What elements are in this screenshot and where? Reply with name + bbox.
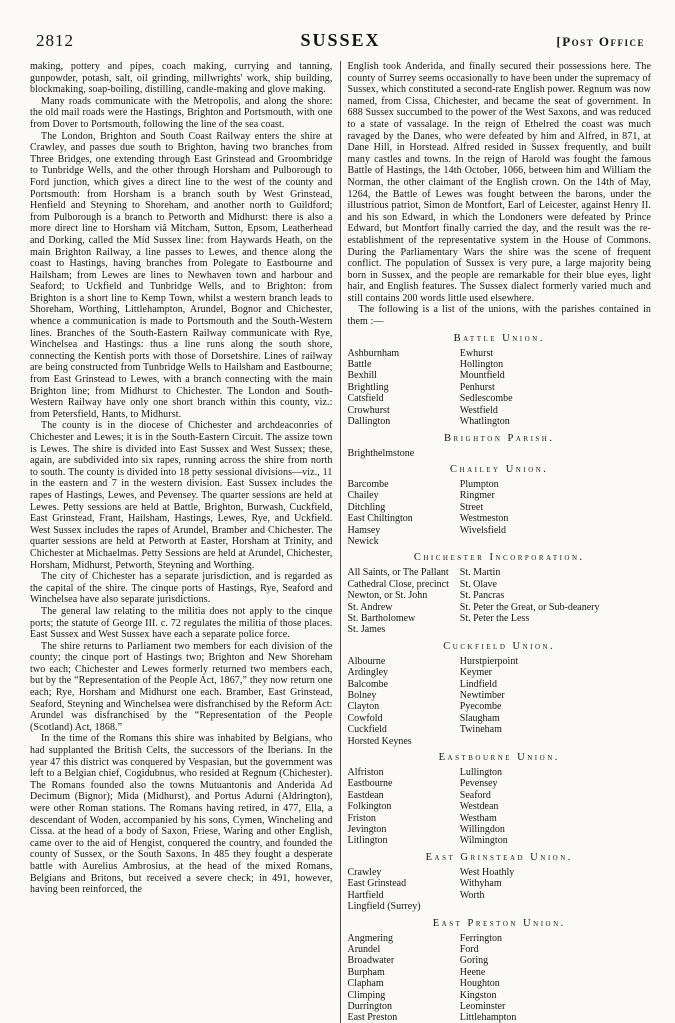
parish-name: St. Peter the Great, or Sub-deanery <box>459 601 600 613</box>
parish-name: Friston <box>347 812 376 824</box>
parish-name: Penhurst <box>459 381 495 393</box>
page-header <box>36 30 645 51</box>
union-sub-column <box>460 767 651 847</box>
paragraph: making, pottery and pipes, coach making, currying and tanning, gunpowder, potash, salt, oil grinding, millwrights' work, ship building, blockmaking, soap-boiling, distilling, candle-making and glove making. <box>30 61 333 96</box>
parish-name: Dallington <box>347 416 391 428</box>
parish-name: Hartfield <box>347 889 384 901</box>
parish-name: St. James <box>347 624 386 636</box>
parish-name: Bolney <box>347 690 377 701</box>
parish-name: Ditchling <box>347 501 386 513</box>
parish-name: Seaford <box>459 789 491 801</box>
parish-name: Ferrington <box>459 932 502 944</box>
parish-name: Crowhurst <box>347 404 390 416</box>
paragraph: In the time of the Romans this shire was inhabited by Belgians, who had supplanted the British Celts, the successors of the Iberians. In the year 47 this district was conquered by Vespasian, but the government was left to a Belgian chief, Cogidubnus, who resided at Regnum (Chichester). The Romans founded also the towns Mutuantonis and Anderida Ad Decimum (Bignor); Mida (Midhurst), and Portus Adurni (Aldrington), were other Roman stations. The Romans having retired, in 477, Ella, a descendant of Woden, accompanied by his sons, Cymen, Wincheling and Cissa. at the head of a body of Saxon, Friese, Waring and other English, came over to the aid of Hengist, conquered the country, and founded the county of Sussex, or the South Saxons. In 485 they fought a desperate battle with Aurelius Ambrosius, at the head of the mixed Romans, Belgians and Britons, but received a severe check; in 491, however, having been reinforced, the <box>30 733 333 896</box>
parish-name: Twineham <box>459 724 502 736</box>
union-heading: Cuckfield Union. <box>443 640 556 652</box>
parish-name: Mountfield <box>459 370 505 382</box>
parish-name: Ardingley <box>347 667 389 679</box>
paragraph: The general law relating to the militia does not apply to the cinque ports; the statute of George III. c. 72 regulates the militia of those places. East Sussex and West Sussex have each a separate police force. <box>30 605 333 641</box>
parish-name: Kingston <box>459 989 497 1001</box>
paragraph: The following is a list of the unions, with the parishes contained in them :— <box>347 304 651 328</box>
parish-name: St. Andrew <box>347 601 393 613</box>
parish-name: Catsfield <box>347 393 384 405</box>
parish-name: Street <box>459 501 484 513</box>
union-heading: Chichester Incorporation. <box>413 552 585 564</box>
union-sub-column <box>348 933 460 1023</box>
paragraph: Many roads communicate with the Metropolis, and along the shore: the old mail roads were the Hastings, Brighton and Portsmouth, with one from Dover to Portsmouth, following the line of the sea coast. <box>30 95 333 130</box>
parish-name: Lullington <box>459 767 503 779</box>
union-heading: East Preston Union. <box>432 917 566 929</box>
parish-name: Keymer <box>459 667 492 679</box>
parish-name: Whatlington <box>459 416 510 428</box>
union-sub-column <box>460 348 651 428</box>
parish-name: Barcombe <box>347 478 389 490</box>
parish-name: Ringmer <box>459 490 495 502</box>
parish-name: All Saints, or The Pallant <box>347 567 449 579</box>
parish-name: Burpham <box>347 966 385 978</box>
union-sub-column <box>348 656 460 747</box>
parish-name: Hurstpierpoint <box>459 655 519 667</box>
union-parish-list <box>348 479 652 547</box>
parish-name: Withyham <box>459 878 502 890</box>
parish-name: Sedlescombe <box>459 393 513 405</box>
parish-name: Brighthelmstone <box>347 447 415 459</box>
parish-name: Littlehampton <box>459 1012 517 1023</box>
parish-name: Houghton <box>459 978 500 990</box>
parish-name: Hamsey <box>347 524 381 536</box>
parish-name: Cathedral Close, precinct <box>347 578 449 590</box>
parish-name: Cowfold <box>347 712 383 724</box>
parish-name: Westmeston <box>459 513 509 525</box>
union-parish-list <box>348 567 652 635</box>
union-sub-column <box>348 448 460 459</box>
union-heading: Chailey Union. <box>450 463 549 475</box>
parish-name: St. Peter the Less <box>459 612 530 624</box>
parish-name: Clapham <box>347 978 384 990</box>
parish-name: Crawley <box>347 866 382 878</box>
union-sub-column <box>348 867 460 913</box>
union-heading: Brighton Parish. <box>444 432 555 444</box>
parish-name: Pyecombe <box>459 701 502 713</box>
parish-name: Eastdean <box>347 789 384 801</box>
union-sub-column <box>348 767 460 847</box>
parish-name: Ewhurst <box>459 347 494 359</box>
parish-name: East Preston <box>347 1012 398 1023</box>
parish-name: Hollington <box>459 359 504 371</box>
parish-name: Bexhill <box>347 370 377 382</box>
parish-name: Wilmington <box>459 835 508 847</box>
union-sub-column <box>460 656 651 736</box>
paragraph: The city of Chichester has a separate jurisdiction, and is regarded as the capital of the shire. The cinque ports of Hastings, Rye, Seaford and Winchelsea have also separate jurisdictions. <box>30 571 333 606</box>
parish-name: Lindfield <box>459 678 497 690</box>
parish-name: Westham <box>459 812 497 824</box>
parish-name: Durrington <box>347 1000 392 1012</box>
parish-name: Wivelsfield <box>459 524 507 536</box>
page-number: 2812 <box>36 31 74 50</box>
parish-name: Angmering <box>347 932 394 944</box>
union-sub-column <box>460 567 651 624</box>
unions-list-section <box>348 333 652 1023</box>
union-sub-column <box>348 479 460 547</box>
parish-name: St. Olave <box>459 578 497 590</box>
union-heading: Battle Union. <box>453 332 545 344</box>
parish-name: Pevensey <box>459 778 498 790</box>
parish-name: Heene <box>459 966 486 978</box>
parish-name: Newick <box>347 535 379 547</box>
parish-name: Plumpton <box>459 478 499 490</box>
union-heading: East Grinstead Union. <box>425 851 573 863</box>
union-parish-list <box>348 767 652 847</box>
union-parish-list <box>348 933 652 1023</box>
parish-name: Westfield <box>459 404 498 416</box>
parish-name: East Grinstead <box>347 878 407 890</box>
two-column-text-block <box>30 61 651 1023</box>
union-sub-column <box>348 567 460 635</box>
parish-name: Willingdon <box>459 824 505 836</box>
parish-name: Lingfield (Surrey) <box>347 901 421 913</box>
union-sub-column <box>460 933 651 1023</box>
paragraph: The London, Brighton and South Coast Railway enters the shire at Crawley, and passes due south to Brighton, having two branches from Three Bridges, one extending through East Grinstead and Groombridge to Tunbridge Wells, and the other through Horsham and Pulborough to Ford junction, which gives a direct line to the west of the county and Portsmouth: from Horsham is a branch south by West Grinstead, Henfield and Steyning to Shoreham, and another north to Guildford; from Pulborough is a branch to Petworth and Midhurst: there is also a more direct line to Horsham viâ Mitcham, Sutton, Epsom, Leatherhead and Dorking, called the Mid Sussex line: from Haywards Heath, on the main Brighton Railway, a line passes to Lewes, and thence along the coast to Hastings, having branches from Polegate to Eastbourne and Hailsham; from Lewes are lines to Newhaven town and harbour and Seaford; to Uckfield and Tunbridge Wells, and to Brighton: from Brighton is a short line to Kemp Town, whilst a western branch leads to Shoreham, Worthing, Littlehampton, Arundel, Bognor and Chichester, whence a communication is made to Portsmouth and the South-Western lines. Branches of the South-Eastern Railway communicate with Rye, Winchelsea and Hastings: thus a line runs along the south shore, connecting the Kentish ports with those of Dorsetshire. Lines of railway are being constructed from Tunbridge Wells to Hailsham and Eastbourne; from East Grinstead to Lewes, with a branch connecting with the main Brighton line; from Midhurst to Chichester. The London and South-Western Railway have only one short branch within this county, viz.: from Petersfield, Hants, to Midhurst. <box>30 130 333 420</box>
union-parish-list <box>348 867 652 913</box>
union-parish-list <box>348 348 652 428</box>
parish-name: St. Martin <box>459 567 501 579</box>
parish-name: Westdean <box>459 801 499 813</box>
parish-name: Ford <box>459 943 479 955</box>
header-corner-label: [Post Office <box>556 34 646 49</box>
parish-name: Goring <box>459 955 489 967</box>
parish-name: Worth <box>459 889 485 901</box>
parish-name: Newtimber <box>459 690 505 701</box>
parish-name: Clayton <box>347 701 380 713</box>
union-parish-list <box>348 448 652 459</box>
union-parish-list <box>348 656 652 747</box>
parish-name: Jevington <box>347 824 387 836</box>
parish-name: Climping <box>347 989 386 1001</box>
parish-name: Folkington <box>347 801 392 813</box>
parish-name: Litlington <box>347 835 388 847</box>
parish-name: Leominster <box>459 1000 506 1012</box>
paragraph: The county is in the diocese of Chichester and archdeaconries of Chichester and Lewes; it is in the South-Eastern Circuit. The assize town is Lewes. The shire is divided into East Sussex and West Sussex; these, again, are subdivided into six rapes, running across the shire from north to south. The county is divided into 18 petty sessional divisions—viz., 11 in the eastern and 7 in the western division. East Sussex includes the rapes of Hastings, Lewes, and Pevensey. The quarter sessions are held at Lewes. Petty sessions are held at Battle, Brighton, Burwash, Cuckfield, East Grinstead, Frant, Hailsham, Hastings, Lewes, Rye, and Uckfield. West Sussex includes the rapes of Arundel, Bramber and Chichester. The quarter sessions are held at Petworth at Easter, Horsham at Trinity, and Chichester at Michaelmas. Petty Sessions are held at Arundel, Chichester, Horsham, Midhurst, Petworth, Steyning and Worthing. <box>30 420 333 571</box>
parish-name: Newton, or St. John <box>347 590 428 602</box>
right-column-paragraphs <box>348 61 652 328</box>
parish-name: Eastbourne <box>347 778 393 790</box>
parish-name: Brightling <box>347 381 389 393</box>
parish-name: Balcombe <box>347 678 389 690</box>
page-title: SUSSEX <box>300 30 381 50</box>
parish-name: East Chiltington <box>347 513 413 525</box>
parish-name: St. Bartholomew <box>347 612 416 624</box>
union-sub-column <box>348 348 460 428</box>
parish-name: St. Pancras <box>459 590 505 602</box>
parish-name: Slaugham <box>459 712 500 724</box>
parish-name: Chailey <box>347 490 379 502</box>
union-sub-column <box>460 479 651 536</box>
parish-name: Arundel <box>347 943 381 955</box>
parish-name: Broadwater <box>347 955 395 967</box>
parish-name: Horsted Keynes <box>347 735 412 747</box>
union-sub-column <box>460 867 651 901</box>
left-column <box>30 61 341 1023</box>
parish-name: Ashburnham <box>347 347 400 359</box>
paragraph: English took Anderida, and finally secured their possessions here. The county of Surrey seems occasionally to have been under the supremacy of Sussex, which constituted a second-rate English power. Regnum was now named, from Cissa, Chichester, and became the seat of government. In 688 Sussex succumbed to the power of the West Saxons, and was reduced to a state of vassalage. In the reign of Ethelred the coast was much ravaged by the Danes, who were defeated by him and Alfred, in 871, at Dane Hill, in Horstead. Alfred resided in Sussex frequently, and built many castles and towns. In the reign of Harold was fought the famous Battle of Hastings, the 14th October, 1066, between him and William the Norman, the other claimant of the English crown. On the 14th of May, 1264, the Battle of Lewes was fought between the barons, under the illustrious patriot, Simon de Montfort, Earl of Leicester, against Henry II. and his son Edward, in which the Londoners were defeated by Prince Edward, but Montfort finally carried the day, and the result was the re-establishment of the representative system in the House of Commons. During the Parliamentary Wars the shire was the scene of frequent conflict. The population of Sussex is very pure, a large majority being born in Sussex, and the people are remarkable for their blue eyes, light hair, and English features. The Sussex dialect formerly varied much and still contains 200 words little used elsewhere. <box>347 61 651 304</box>
parish-name: Albourne <box>347 655 386 667</box>
parish-name: Alfriston <box>347 767 384 779</box>
union-heading: Eastbourne Union. <box>438 752 560 764</box>
right-column <box>341 61 652 1023</box>
parish-name: Battle <box>347 359 372 371</box>
parish-name: West Hoathly <box>459 866 515 878</box>
parish-name: Cuckfield <box>347 724 387 736</box>
paragraph: The shire returns to Parliament two members for each division of the county; the cinque port of Hastings two; Brighton and New Shoreham two each; Chichester and Lewes formerly returned two members each, but by the “Representation of the People Act, 1867,” they now return one each; Rye, Horsham and Midhurst one each. Bramber, East Grinstead, Seaford, Steyning and Winchelsea were disfranchised by the Reform Act: Arundel was disfranchised by the “Representation of the People (Scotland) Act, 1868.” <box>30 640 333 733</box>
